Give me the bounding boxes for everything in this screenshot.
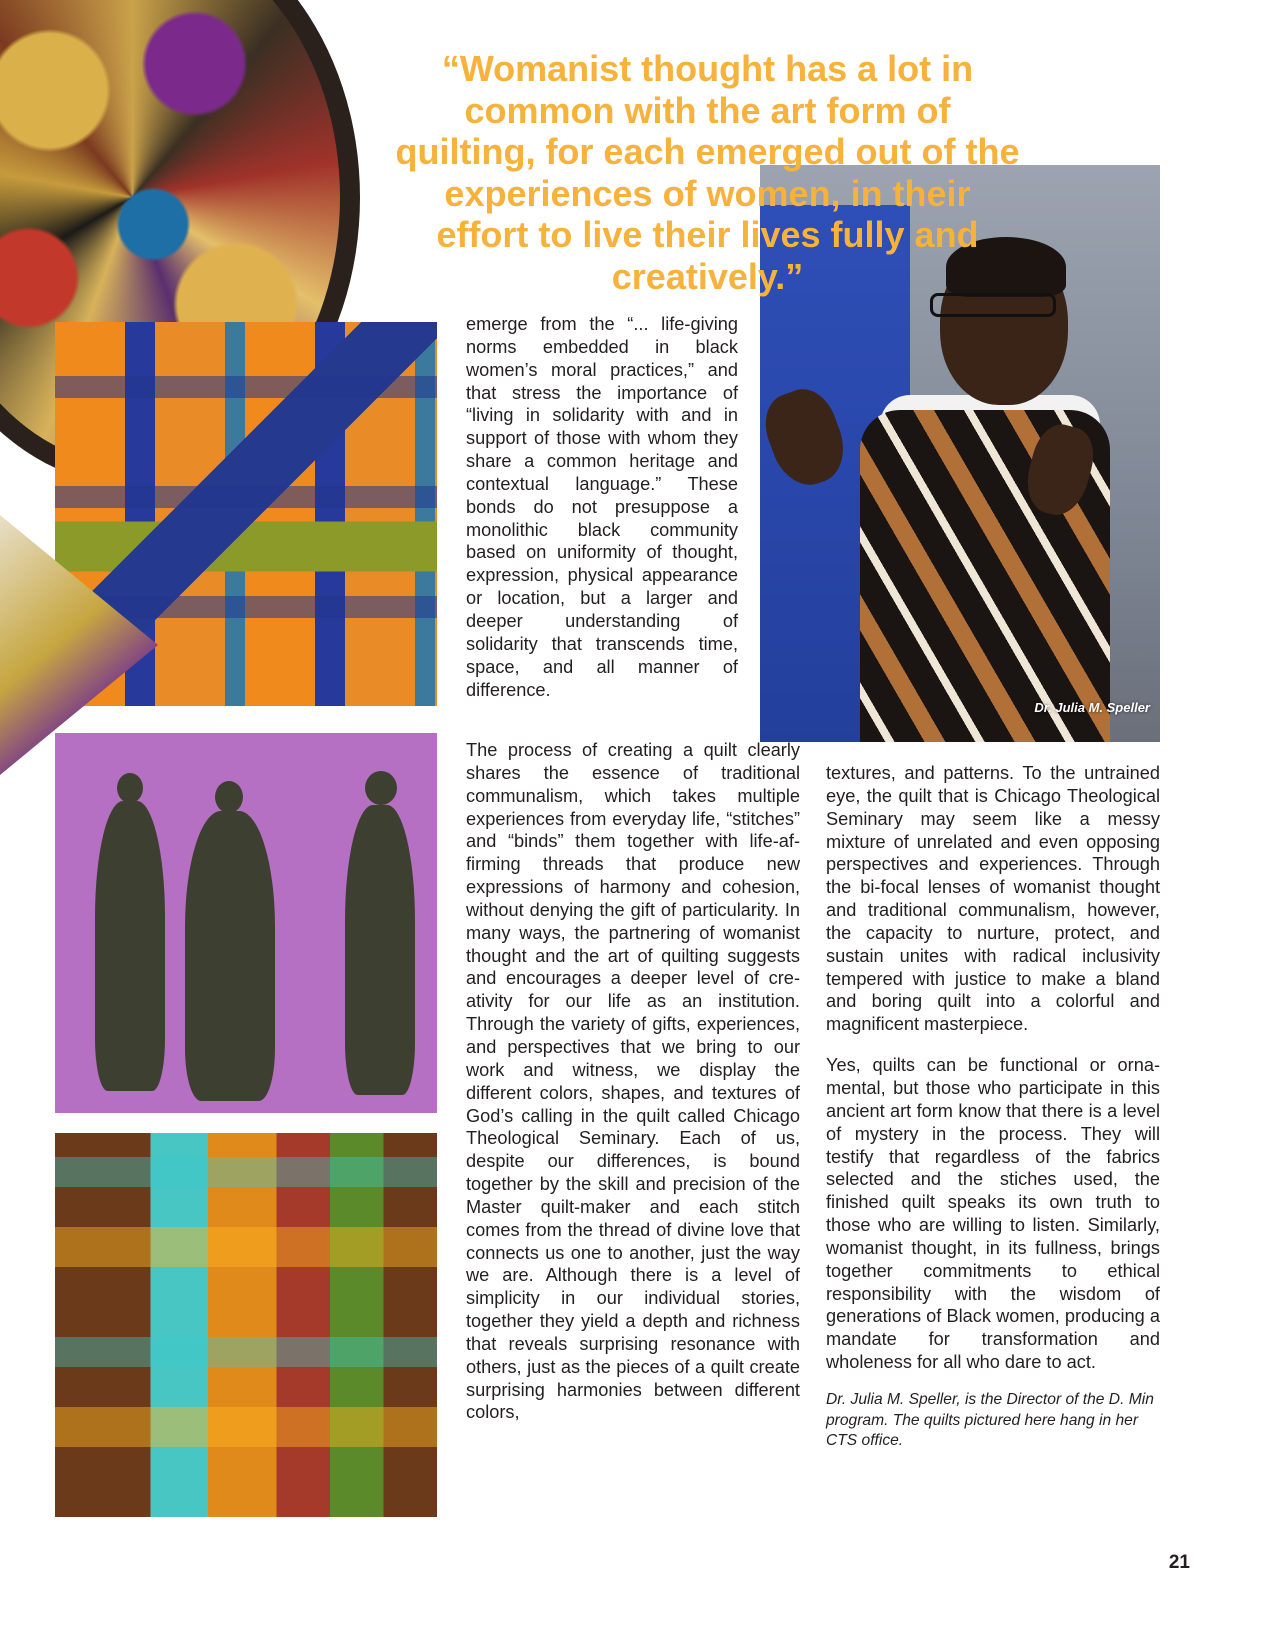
purple-figures-quilt-image [55, 733, 437, 1113]
article-column-right [826, 762, 1160, 1452]
paragraph: emerge from the “... life-giving norms embedded in black women’s moral practices,” and that stress the importance of “living in solidarity with and in support of those with whom they share a common heritage and contextual language.” These bonds do not presuppose a monolithic black community based on uniformity of thought, expression, physical appearance or location, but a larger and deeper understanding of solidarity that transcends time, space, and all manner of difference. [466, 314, 738, 700]
patchwork-quilt-image [55, 1133, 437, 1517]
page-number: 21 [1168, 1552, 1190, 1573]
paragraph: textures, and patterns. To the untrained eye, the quilt that is Chicago Theological Seminary may seem like a messy mixture of unrelated and even opposing perspectives and experiences. Through the bi-focal lenses of womanist thought and traditional communalism, however, the capacity to nurture, protect, and sustain unites with radical inclusivity tempered with justice to make a bland and boring quilt into a colorful and magnificent masterpiece. [826, 763, 1160, 1035]
paragraph: Yes, quilts can be functional or ornamental, but those who participate in this ancient art form know that there is a level of mystery in the process. They will testify that regardless of the fabrics selected and the stiches used, the finished quilt speaks its own truth to those who are willing to listen. Similarly, womanist thought, in its fullness, brings together commitments to ethical responsibility with the wisdom of generations of Black women, producing a mandate for transformation and wholeness for all who dare to act. [826, 1055, 1160, 1373]
article-column-left [466, 739, 800, 1424]
author-attribution: Dr. Julia M. Speller, is the Director of the D. Min program. The quilts pictured here hang in her CTS office. [826, 1390, 1154, 1450]
paragraph: The process of creating a quilt clearly shares the essence of traditional communalism, which takes multiple experiences from everyday life, “stitches” and “binds” them together with life-affirming threads that produce new expressions of harmony and cohesion, without denying the gift of particularity. In many ways, the partnering of womanist thought and the art of quilting suggests and encourages a deeper level of creativity for our life as an institution. Through the variety of gifts, experiences, and perspectives that we bring to our work and witness, we display the different colors, shapes, and textures of God’s calling in the quilt called Chicago Theological Seminary. Each of us, despite our differences, is bound together by the skill and precision of the Master quilt-maker and each stitch comes from the thread of divine love that connects us one to another, just the way we are. Although there is a level of simplicity in our individual stories, together they yield a depth and richness that reveals surprising resonance with others, just as the pieces of a quilt create surprising harmonies between different colors, [466, 740, 800, 1423]
pull-quote: “Womanist thought has a lot in common with the art form of quilting, for each emerged out of the experiences of women, in their effort to live their lives fully and creatively.” [395, 48, 1020, 297]
article-column-top [466, 313, 738, 701]
photo-caption: Dr. Julia M. Speller [1034, 700, 1150, 715]
